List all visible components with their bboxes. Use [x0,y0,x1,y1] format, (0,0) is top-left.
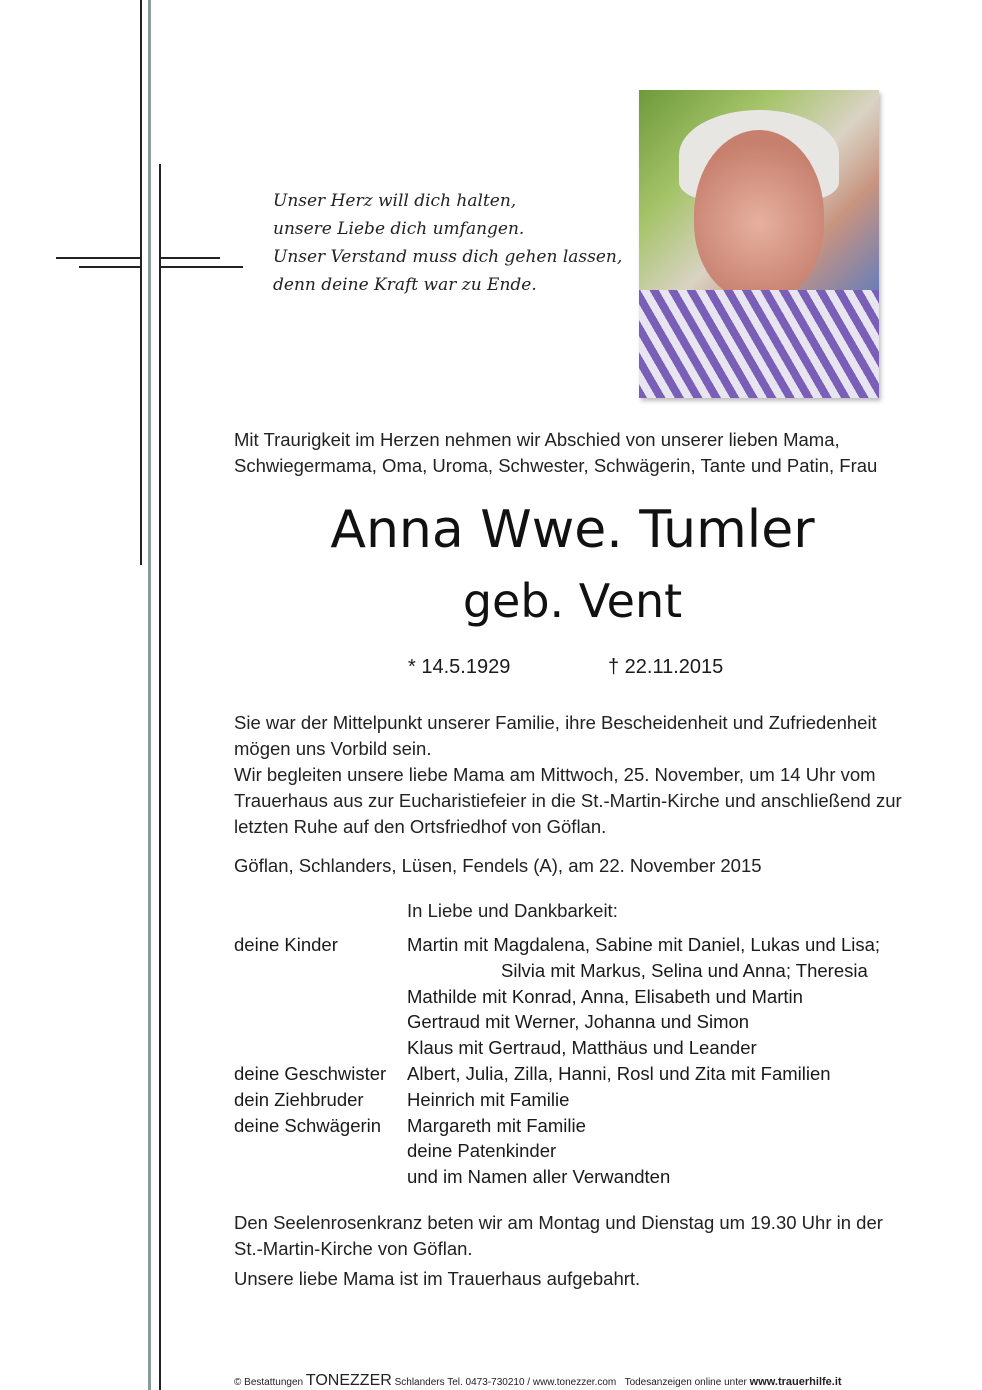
text-line: Wir begleiten unsere liebe Mama am Mittwoch, 25. November, um 14 Uhr vom [234,764,876,785]
death-date: † 22.11.2015 [608,656,724,678]
mourner-row [234,1138,880,1164]
laid-out-text: Unsere liebe Mama ist im Trauerhaus aufgebahrt. [234,1268,641,1289]
mourner-label: deine Schwägerin [234,1114,382,1136]
footer [234,1372,842,1390]
mourner-names: deine Patenkinder [407,1140,557,1162]
mourner-row [234,1009,880,1035]
mourner-label [234,984,407,1010]
poem-line: Unser Herz will dich halten, [273,191,517,211]
poem-line: unsere Liebe dich umfangen. [273,219,525,239]
mourner-label [234,1164,407,1190]
mourner-label [234,958,407,984]
brand-name: TONEZZER [305,1372,392,1389]
deceased-name: Anna Wwe. Tumler [330,500,815,560]
intro-text [234,427,877,479]
poem-line: denn deine Kraft war zu Ende. [273,275,537,295]
rosary-text [234,1210,883,1262]
mourner-names: Martin mit Magdalena, Sabine mit Daniel, Lukas und Lisa; [407,934,881,955]
mourner-row [234,1061,880,1087]
mourner-row [234,1035,880,1061]
text-line: mögen uns Vorbild sein. [234,738,432,759]
mourner-names: Margareth mit Familie [407,1114,586,1136]
birth-date: * 14.5.1929 [408,656,511,678]
text-line: letzten Ruhe auf den Ortsfriedhof von Göflan. [234,816,607,837]
mourner-names: Klaus mit Gertraud, Matthäus und Leander [407,1037,757,1059]
maiden-name: geb. Vent [462,574,683,628]
text-line: Trauerhaus aus zur Eucharistiefeier in die St.-Martin-Kirche und anschließend zur [234,790,902,811]
mourner-label [234,1138,407,1164]
mourner-row [234,1164,880,1190]
mourner-row [234,932,880,958]
greeting: In Liebe und Dankbarkeit: [407,900,618,921]
text-line: St.-Martin-Kirche von Göflan. [234,1238,473,1259]
mourner-row [234,958,880,984]
intro-line: Mit Traurigkeit im Herzen nehmen wir Abschied von unserer lieben Mama, [234,429,840,450]
mourner-label: deine Geschwister [234,1062,387,1084]
place-date: Göflan, Schlanders, Lüsen, Fendels (A), am 22. November 2015 [234,855,762,876]
text-line: Sie war der Mittelpunkt unserer Familie, ihre Bescheidenheit und Zufriedenheit [234,712,877,733]
footer-site-link[interactable]: www.trauerhilfe.it [749,1376,842,1388]
mourner-label [234,1035,407,1061]
mourners-list [234,932,880,1190]
footer-details: Schlanders Tel. 0473-730210 / www.tonezzer.com [394,1377,617,1388]
mourner-names: Heinrich mit Familie [407,1088,570,1110]
poem-line: Unser Verstand muss dich gehen lassen, [273,247,623,267]
text-line: Den Seelenrosenkranz beten wir am Montag und Dienstag um 19.30 Uhr in der [234,1212,883,1233]
mourner-names: Silvia mit Markus, Selina und Anna; Theresia [501,959,868,981]
mourner-label: dein Ziehbruder [234,1088,364,1110]
footer-online: Todesanzeigen online unter [624,1377,747,1388]
mourner-label: deine Kinder [234,934,338,955]
portrait-photo [639,90,879,398]
mourner-row [234,984,880,1010]
mourner-row [234,1087,880,1113]
mourner-row [234,1113,880,1139]
announcement-text [234,710,902,840]
mourner-names: Mathilde mit Konrad, Anna, Elisabeth und Martin [407,985,803,1007]
mourner-names: und im Namen aller Verwandten [407,1166,671,1188]
footer-prefix: © Bestattungen [234,1377,304,1388]
mourner-names: Gertraud mit Werner, Johanna und Simon [407,1011,750,1033]
mourner-names: Albert, Julia, Zilla, Hanni, Rosl und Zita mit Familien [407,1062,831,1084]
mourner-label [234,1009,407,1035]
poem [273,187,622,299]
intro-line: Schwiegermama, Oma, Uroma, Schwester, Schwägerin, Tante und Patin, Frau [234,455,878,476]
